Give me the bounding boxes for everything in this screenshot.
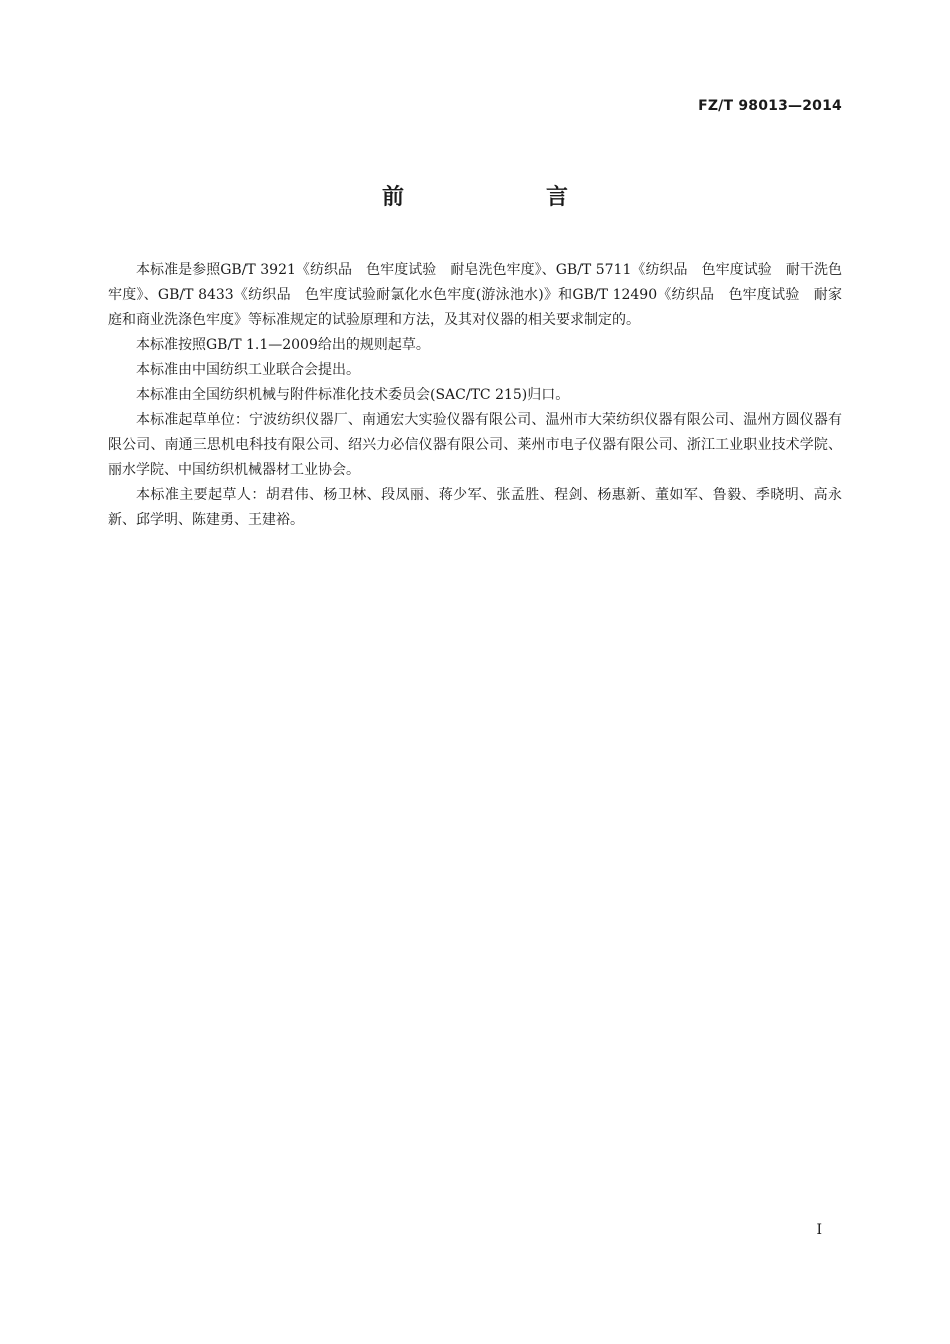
paragraph-responsible-committee: 本标准由全国纺织机械与附件标准化技术委员会(SAC/TC 215)归口。	[136, 387, 570, 403]
paragraph-drafting-rules: 本标准按照GB/T 1.1—2009给出的规则起草。	[136, 337, 430, 353]
paragraph-reference-standards: 本标准是参照GB/T 3921《纺织品 色牢度试验 耐皂洗色牢度》、GB/T 5711《纺织品 色牢度试验 耐干洗色牢度》、GB/T 8433《纺织品 色牢度试验耐氯化水色牢度(游泳池水)》和GB/T 12490《纺织品 色牢度试验 耐家庭和商业洗涤色牢度》等标准规定的试验原理和方法，及其对仪器的相关要求制定的。	[108, 262, 842, 328]
paragraph-drafters: 本标准主要起草人：胡君伟、杨卫林、段凤丽、蒋少军、张孟胜、程剑、杨惠新、董如军、鲁毅、季晓明、高永新、邱学明、陈建勇、王建裕。	[108, 487, 842, 528]
page-number: I	[816, 1222, 822, 1238]
standard-code: FZ/T 98013—2014	[698, 98, 842, 114]
paragraph-drafting-units: 本标准起草单位：宁波纺织仪器厂、南通宏大实验仪器有限公司、温州市大荣纺织仪器有限公司、温州方圆仪器有限公司、南通三思机电科技有限公司、绍兴力必信仪器有限公司、莱州市电子仪器有限公司、浙江工业职业技术学院、丽水学院、中国纺织机械器材工业协会。	[108, 412, 842, 478]
paragraph-proposer: 本标准由中国纺织工业联合会提出。	[136, 362, 360, 378]
preface-body	[108, 258, 842, 533]
page-title: 前 言	[381, 185, 628, 210]
